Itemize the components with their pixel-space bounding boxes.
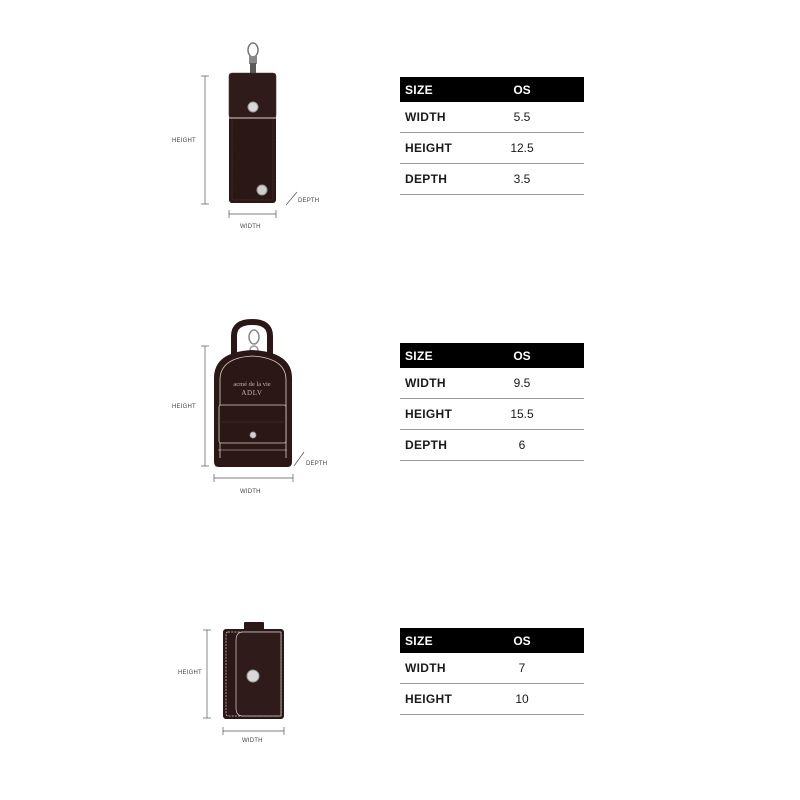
row-label: WIDTH (405, 661, 446, 675)
table-row (400, 368, 584, 399)
row-value: 7 (518, 661, 526, 675)
table-row (400, 133, 584, 164)
size-table-2 (400, 343, 584, 461)
row-label: WIDTH (405, 110, 446, 124)
size-header-label: SIZE (405, 633, 433, 648)
row-label: HEIGHT (405, 692, 453, 706)
row-value: 9.5 (513, 376, 531, 390)
row-label: WIDTH (405, 376, 446, 390)
product-3-illustration (0, 0, 330, 760)
row-label: DEPTH (405, 438, 448, 452)
width-dimension-label: WIDTH (240, 489, 261, 495)
table-row (400, 684, 584, 715)
size-header-label: SIZE (405, 82, 433, 97)
size-header-value: OS (513, 348, 531, 363)
table-row (400, 164, 584, 195)
logo-line-2: ADLV (241, 389, 263, 397)
table-row (400, 430, 584, 461)
size-table-header (400, 628, 584, 653)
row-label: HEIGHT (405, 141, 453, 155)
size-header-label: SIZE (405, 348, 433, 363)
table-row (400, 102, 584, 133)
width-dimension-label: WIDTH (240, 224, 261, 230)
row-value: 3.5 (513, 172, 531, 186)
row-label: HEIGHT (405, 407, 453, 421)
height-dimension-label: HEIGHT (178, 670, 202, 676)
table-row (400, 653, 584, 684)
size-header-value: OS (513, 633, 531, 648)
row-value: 5.5 (513, 110, 531, 124)
width-dimension-label: WIDTH (242, 738, 263, 744)
row-label: DEPTH (405, 172, 448, 186)
logo-line-1: acmé de la vie (233, 381, 271, 388)
height-dimension-label: HEIGHT (172, 404, 196, 410)
size-table-header (400, 343, 584, 368)
row-value: 15.5 (510, 407, 534, 421)
height-dimension-label: HEIGHT (172, 138, 196, 144)
row-value: 10 (515, 692, 529, 706)
row-value: 6 (518, 438, 526, 452)
depth-dimension-label: DEPTH (298, 198, 320, 204)
depth-dimension-label: DEPTH (306, 461, 328, 467)
size-header-value: OS (513, 82, 531, 97)
size-table-3 (400, 628, 584, 715)
size-table-1 (400, 77, 584, 195)
table-row (400, 399, 584, 430)
size-table-header (400, 77, 584, 102)
row-value: 12.5 (510, 141, 534, 155)
